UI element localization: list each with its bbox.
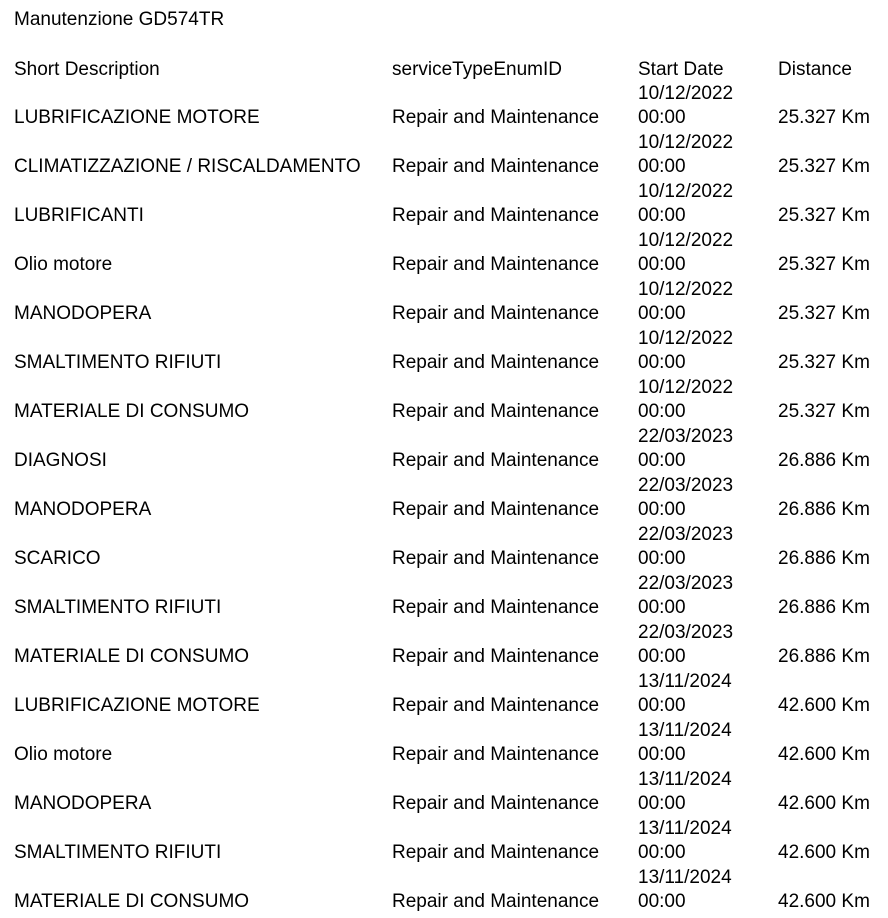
row-distance: 26.886 Km xyxy=(778,548,870,569)
row-short-description: Olio motore xyxy=(14,254,113,275)
row-service-type: Repair and Maintenance xyxy=(392,303,600,324)
table-row xyxy=(0,768,888,817)
row-service-type: Repair and Maintenance xyxy=(392,695,600,716)
row-start-time: 00:00 xyxy=(638,597,686,618)
row-distance: 25.327 Km xyxy=(778,254,870,275)
row-service-type: Repair and Maintenance xyxy=(392,254,600,275)
table-row xyxy=(0,425,888,474)
row-distance: 42.600 Km xyxy=(778,695,870,716)
row-service-type: Repair and Maintenance xyxy=(392,107,600,128)
row-short-description: LUBRIFICANTI xyxy=(14,205,144,226)
row-service-type: Repair and Maintenance xyxy=(392,842,600,863)
row-short-description: Olio motore xyxy=(14,744,113,765)
row-distance: 42.600 Km xyxy=(778,744,870,765)
row-service-type: Repair and Maintenance xyxy=(392,744,600,765)
row-short-description: SCARICO xyxy=(14,548,101,569)
row-start-date: 10/12/2022 xyxy=(638,83,734,104)
column-header-service-type: serviceTypeEnumID xyxy=(392,59,563,80)
row-distance: 42.600 Km xyxy=(778,891,870,912)
row-short-description: SMALTIMENTO RIFIUTI xyxy=(14,597,222,618)
row-short-description: LUBRIFICAZIONE MOTORE xyxy=(14,107,260,128)
row-distance: 26.886 Km xyxy=(778,646,870,667)
row-short-description: SMALTIMENTO RIFIUTI xyxy=(14,352,222,373)
row-short-description: MATERIALE DI CONSUMO xyxy=(14,401,250,422)
row-short-description: CLIMATIZZAZIONE / RISCALDAMENTO xyxy=(14,156,361,177)
row-start-date: 13/11/2024 xyxy=(638,720,732,741)
row-start-time: 00:00 xyxy=(638,401,686,422)
row-start-date: 22/03/2023 xyxy=(638,622,734,643)
row-start-date: 13/11/2024 xyxy=(638,867,732,888)
row-start-date: 22/03/2023 xyxy=(638,524,734,545)
table-row xyxy=(0,327,888,376)
row-start-date: 13/11/2024 xyxy=(638,818,732,839)
row-start-time: 00:00 xyxy=(638,450,686,471)
table-row xyxy=(0,523,888,572)
row-distance: 25.327 Km xyxy=(778,107,870,128)
row-start-time: 00:00 xyxy=(638,842,686,863)
row-service-type: Repair and Maintenance xyxy=(392,793,600,814)
row-distance: 25.327 Km xyxy=(778,303,870,324)
table-row xyxy=(0,670,888,719)
row-start-time: 00:00 xyxy=(638,107,686,128)
row-start-date: 22/03/2023 xyxy=(638,573,734,594)
row-service-type: Repair and Maintenance xyxy=(392,646,600,667)
row-start-date: 10/12/2022 xyxy=(638,328,734,349)
row-start-date: 22/03/2023 xyxy=(638,475,734,496)
row-start-date: 10/12/2022 xyxy=(638,132,734,153)
row-start-time: 00:00 xyxy=(638,548,686,569)
row-start-time: 00:00 xyxy=(638,156,686,177)
column-header-short-description: Short Description xyxy=(14,59,160,80)
page-title: Manutenzione GD574TR xyxy=(14,9,225,30)
table-row xyxy=(0,719,888,768)
column-header-start-date: Start Date xyxy=(638,59,724,80)
row-service-type: Repair and Maintenance xyxy=(392,352,600,373)
row-distance: 26.886 Km xyxy=(778,450,870,471)
row-distance: 26.886 Km xyxy=(778,597,870,618)
table-row xyxy=(0,474,888,523)
row-short-description: MANODOPERA xyxy=(14,303,152,324)
row-service-type: Repair and Maintenance xyxy=(392,156,600,177)
row-start-time: 00:00 xyxy=(638,695,686,716)
table-row xyxy=(0,621,888,670)
row-short-description: MANODOPERA xyxy=(14,499,152,520)
row-start-date: 13/11/2024 xyxy=(638,671,732,692)
row-service-type: Repair and Maintenance xyxy=(392,450,600,471)
row-short-description: SMALTIMENTO RIFIUTI xyxy=(14,842,222,863)
table-row xyxy=(0,131,888,180)
row-start-date: 22/03/2023 xyxy=(638,426,734,447)
row-start-date: 10/12/2022 xyxy=(638,181,734,202)
table-row xyxy=(0,817,888,866)
row-short-description: LUBRIFICAZIONE MOTORE xyxy=(14,695,260,716)
row-start-date: 13/11/2024 xyxy=(638,769,732,790)
row-start-time: 00:00 xyxy=(638,303,686,324)
row-start-time: 00:00 xyxy=(638,205,686,226)
row-start-time: 00:00 xyxy=(638,891,686,912)
row-distance: 25.327 Km xyxy=(778,205,870,226)
row-service-type: Repair and Maintenance xyxy=(392,548,600,569)
row-start-date: 10/12/2022 xyxy=(638,377,734,398)
row-start-time: 00:00 xyxy=(638,352,686,373)
table-row xyxy=(0,376,888,425)
row-short-description: DIAGNOSI xyxy=(14,450,107,471)
row-service-type: Repair and Maintenance xyxy=(392,499,600,520)
row-start-time: 00:00 xyxy=(638,499,686,520)
row-start-time: 00:00 xyxy=(638,254,686,275)
row-short-description: MATERIALE DI CONSUMO xyxy=(14,891,250,912)
row-start-time: 00:00 xyxy=(638,744,686,765)
row-service-type: Repair and Maintenance xyxy=(392,891,600,912)
table-row xyxy=(0,572,888,621)
row-distance: 42.600 Km xyxy=(778,842,870,863)
row-start-date: 10/12/2022 xyxy=(638,230,734,251)
row-distance: 25.327 Km xyxy=(778,401,870,422)
row-distance: 42.600 Km xyxy=(778,793,870,814)
row-short-description: MATERIALE DI CONSUMO xyxy=(14,646,250,667)
row-distance: 25.327 Km xyxy=(778,352,870,373)
row-short-description: MANODOPERA xyxy=(14,793,152,814)
column-header-distance: Distance xyxy=(778,59,852,80)
table-row xyxy=(0,180,888,229)
row-start-date: 10/12/2022 xyxy=(638,279,734,300)
row-distance: 25.327 Km xyxy=(778,156,870,177)
table-row xyxy=(0,229,888,278)
row-start-time: 00:00 xyxy=(638,793,686,814)
row-start-time: 00:00 xyxy=(638,646,686,667)
row-distance: 26.886 Km xyxy=(778,499,870,520)
table-row xyxy=(0,82,888,131)
row-service-type: Repair and Maintenance xyxy=(392,401,600,422)
row-service-type: Repair and Maintenance xyxy=(392,205,600,226)
table-row xyxy=(0,866,888,915)
row-service-type: Repair and Maintenance xyxy=(392,597,600,618)
table-row xyxy=(0,278,888,327)
